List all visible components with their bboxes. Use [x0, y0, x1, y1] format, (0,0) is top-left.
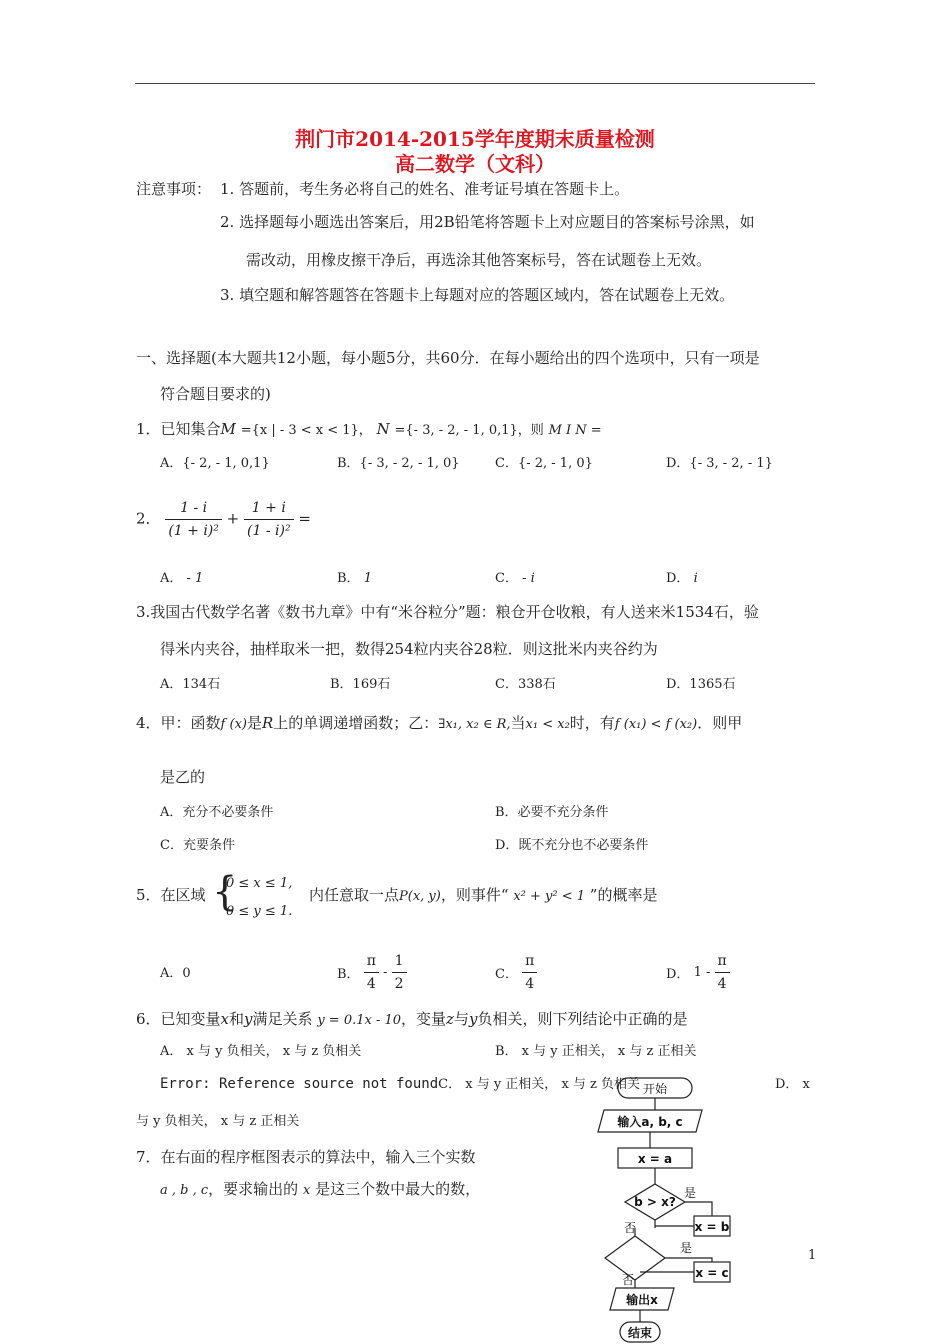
q6-stem [136, 1008, 687, 1029]
q6-relation: y = 0.1x - 10 [317, 1013, 402, 1028]
flow-yes2: 是 [679, 1241, 693, 1255]
q2-f2-numerator: 1 + i [244, 497, 294, 520]
q6-text-c: 满足关系 [252, 1010, 313, 1028]
section-heading: 一、选择题(本大题共12小题，每小题5分，共60分．在每小题给出的四个选项中，只有一项是 [136, 349, 760, 367]
q5-option-c [495, 950, 537, 995]
flow-no1: 否 [623, 1221, 637, 1235]
notice-label: 注意事项： [136, 180, 212, 198]
q4-text-a: 4．甲：函数 [136, 714, 221, 732]
flow-assign1: x = a [637, 1152, 673, 1166]
q6-y: y [244, 1010, 253, 1028]
section-heading-cont: 符合题目要求的) [160, 385, 271, 403]
q2-option-c: C． - i [495, 571, 535, 586]
q5-event: x² + y² < 1 [513, 889, 585, 904]
q4-fx: f (x) [220, 717, 247, 732]
q7-text-3: 是这三个数中最大的数， [315, 1180, 481, 1198]
q6-option-a: A． x 与 y 负相关， x 与 z 负相关 [160, 1044, 362, 1059]
flow-start: 开始 [642, 1082, 668, 1096]
q1-set-m-name: M [220, 420, 236, 438]
q1-stem-a: 1．已知集合 [136, 420, 221, 438]
q4-text-c: 上的单调递增函数；乙： [273, 714, 439, 732]
q2-fraction-2 [244, 497, 294, 542]
q5-text-c: ，则事件“ [440, 886, 509, 904]
q1-tail: M I N = [548, 423, 602, 438]
q5-c-frac: $\frac{\pi}{4}$ [522, 950, 537, 995]
q6-error-text: Error: Reference source not found [160, 1076, 439, 1092]
flow-cond1: b > x? [634, 1195, 676, 1209]
q1-option-c: C．{- 2, - 1, 0} [495, 456, 593, 471]
q2-eq: = [298, 509, 311, 528]
flow-assign3: x = c [695, 1266, 729, 1280]
q1-set-m: ={x | - 3 < x < 1}， [240, 423, 372, 438]
q4-R: R [261, 714, 274, 732]
q2-f1-numerator: 1 - i [165, 497, 222, 520]
q4-stem [136, 712, 742, 733]
q2-option-b: B． 1 [337, 571, 372, 586]
q5-region-2: 0 ≤ y ≤ 1. [226, 904, 293, 919]
q5-option-c-label: C． [495, 967, 518, 982]
flow-end: 结束 [627, 1326, 653, 1340]
q5-option-d-label: D． [666, 967, 690, 982]
q3-option-d: D．1365石 [666, 677, 736, 692]
q1-stem [136, 418, 602, 439]
q2-option-d: D． i [666, 571, 698, 586]
q7-stem: 7．在右面的程序框图表示的算法中，输入三个实数 [136, 1148, 476, 1166]
q6-text-b: 和 [229, 1010, 245, 1028]
q4-text-b: 是 [246, 714, 262, 732]
notice-item-3: 3. 填空题和解答题答在答题卡上每题对应的答题区域内，答在试题卷上无效。 [220, 286, 735, 304]
q7-x: x [302, 1183, 311, 1198]
q1-option-d: D．{- 3, - 2, - 1} [666, 456, 773, 471]
q6-text-a: 6．已知变量 [136, 1010, 221, 1028]
q2-f1-denominator: (1 + i)² [168, 523, 219, 539]
q5-brace: { [212, 869, 238, 915]
q5-text-d: ”的概率是 [589, 886, 658, 904]
flow-assign2: x = b [694, 1220, 730, 1234]
doc-subtitle: 高二数学（文科） [395, 152, 555, 176]
q1-option-b: B．{- 3, - 2, - 1, 0} [337, 456, 460, 471]
notice-item-1: 1. 答题前，考生务必将自己的姓名、准考证号填在答题卡上。 [220, 180, 630, 198]
q3-stem: 3.我国古代数学名著《数书九章》中有“米谷粒分”题：粮仓开仓收粮，有人送来米1534石，验 [136, 603, 759, 621]
q4-text-f: ．则甲 [697, 714, 743, 732]
flow-output: 输出x [626, 1293, 658, 1307]
q5-text-b: 内任意取一点 [309, 886, 400, 904]
q2-plus: + [226, 509, 240, 528]
q1-option-a: A．{- 2, - 1, 0,1} [160, 456, 270, 471]
q5-stem-b [309, 884, 657, 905]
q3-option-a: A．134石 [160, 677, 221, 692]
q4-text-e: 时，有 [569, 714, 615, 732]
notice-item-2: 2. 选择题每小题选出答案后，用2B铅笔将答题卡上对应题目的答案标号涂黑，如 [220, 213, 755, 231]
q6-text-e: 与 [453, 1010, 469, 1028]
q5-region-1: 0 ≤ x ≤ 1, [226, 876, 293, 891]
q6-y2: y [468, 1010, 478, 1028]
q4-option-d: D．既不充分也不必要条件 [495, 838, 649, 853]
q2-stem [136, 497, 311, 542]
q6-x: x [220, 1010, 230, 1028]
q6-text-d: ，变量 [401, 1010, 447, 1028]
q6-z: z [446, 1010, 454, 1028]
q7-text-2: ，要求输出的 [208, 1180, 299, 1198]
q4-ineq1: x₁ < x₂ [525, 717, 570, 732]
q2-option-a: A． - 1 [160, 571, 204, 586]
flowchart [590, 1072, 740, 1344]
q5-b-minus: - [383, 965, 388, 980]
q5-b-frac-1: $\frac{\pi}{4}$ [364, 950, 379, 995]
q1-set-n: ={- 3, - 2, - 1, 0,1}，则 [394, 423, 544, 438]
q2-fraction-1 [165, 497, 222, 542]
q4-option-c: C．充要条件 [160, 838, 235, 853]
q3-stem-cont: 得米内夹谷，抽样取米一把，数得254粒内夹谷28粒．则这批米内夹谷约为 [160, 640, 658, 658]
page-number: 1 [808, 1248, 817, 1263]
q5-stem-a: 5．在区域 [136, 886, 206, 904]
q6-option-d-cont: 与 y 负相关， x 与 z 正相关 [136, 1114, 300, 1129]
q1-set-n-name: N [376, 420, 390, 438]
flow-cond2-shape [605, 1236, 665, 1280]
q6-text-f: 负相关，则下列结论中正确的是 [477, 1010, 688, 1028]
q5-option-a: A．0 [160, 966, 191, 981]
flow-yes1: 是 [683, 1186, 697, 1200]
q4-option-a: A．充分不必要条件 [160, 805, 274, 820]
notice-item-2-cont: 需改动，用橡皮擦干净后，再选涂其他答案标号，答在试题卷上无效。 [246, 251, 712, 269]
q7-stem-cont [160, 1178, 480, 1199]
q6-error-line [160, 1073, 640, 1092]
q5-b-frac-2: $\frac{1}{2}$ [392, 950, 407, 995]
q6-option-d: D． x [775, 1077, 810, 1092]
q4-stem-cont: 是乙的 [160, 768, 206, 786]
q4-exists: ∃x₁, x₂ ∈ R, [438, 717, 511, 732]
q7-vars: a , b , c [160, 1183, 209, 1198]
q6-option-b: B． x 与 y 正相关， x 与 z 正相关 [495, 1044, 697, 1059]
q5-point: P(x, y) [399, 889, 441, 904]
q6-option-c: C． x 与 y 正相关， x 与 z 负相关 [438, 1077, 641, 1092]
q5-option-b-label: B． [337, 967, 360, 982]
q3-option-c: C．338石 [495, 677, 556, 692]
q4-option-b: B．必要不充分条件 [495, 805, 609, 820]
q4-ineq2: f (x₁) < f (x₂) [614, 717, 698, 732]
q5-d-frac: $\frac{\pi}{4}$ [715, 950, 730, 995]
q4-text-d: 当 [510, 714, 526, 732]
flow-input: 输入a, b, c [617, 1115, 683, 1129]
q5-d-pre: 1 - [693, 965, 711, 980]
q5-option-b [337, 950, 407, 995]
header-rule [135, 83, 815, 84]
q3-option-b: B．169石 [330, 677, 391, 692]
flow-no2: 否 [621, 1273, 635, 1287]
q2-f2-denominator: (1 - i)² [247, 523, 291, 539]
q5-option-d [666, 950, 730, 995]
doc-title: 荆门市2014-2015学年度期末质量检测 [295, 127, 655, 151]
q2-num: 2． [136, 509, 161, 528]
